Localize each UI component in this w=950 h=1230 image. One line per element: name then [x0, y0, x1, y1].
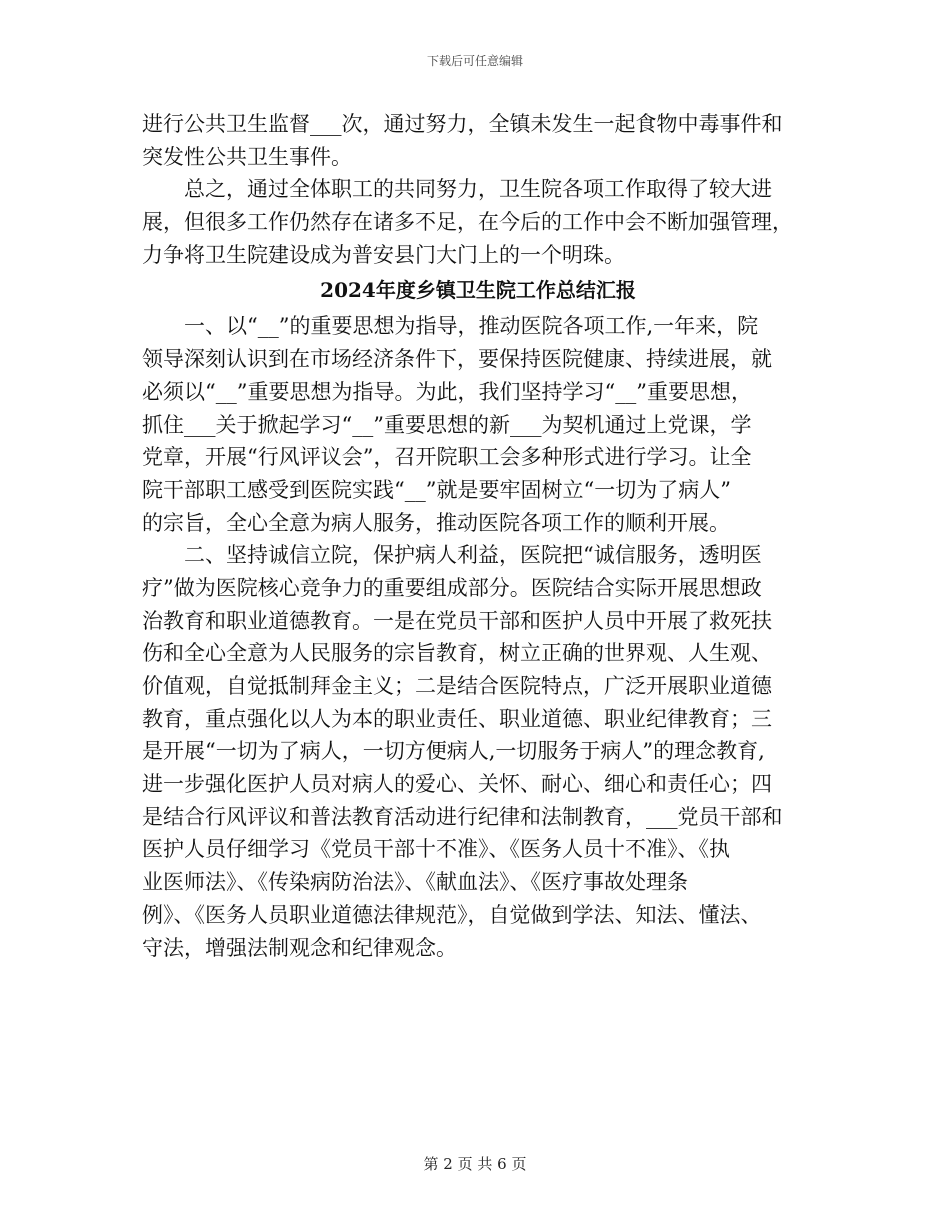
page-number: 第 2 页 共 6 页	[423, 1155, 527, 1173]
text-line: 例》、《医务人员职业道德法律规范》，自觉做到学法、知法、懂法、	[142, 902, 762, 927]
text-line: 一、以“__”的重要思想为指导，推动医院各项工作,一年来，院	[184, 314, 759, 339]
document-body	[142, 108, 814, 964]
text-line: 抓住___关于掀起学习“__”重要思想的新___为契机通过上党课，学	[142, 412, 752, 437]
text-line: 医护人员仔细学习《党员干部十不准》、《医务人员十不准》、《执	[142, 837, 730, 862]
paragraph-summary	[142, 173, 814, 271]
text-line: 是开展“一切为了病人，一切方便病人,一切服务于病人”的理念教育,	[142, 739, 765, 764]
text-line: 院干部职工感受到医院实践“__”就是要牢固树立“一切为了病人”	[142, 477, 731, 502]
text-line: 展，但很多工作仍然存在诸多不足，在今后的工作中会不断加强管理，	[142, 210, 793, 235]
page-header-note: 下载后可任意编辑	[426, 54, 523, 68]
text-line: 必须以“__”重要思想为指导。为此，我们坚持学习“__”重要思想，	[142, 379, 752, 404]
text-line: 是结合行风评议和普法教育活动进行纪律和法制教育，___党员干部和	[142, 804, 783, 829]
paragraph-top	[142, 108, 814, 173]
text-line: 伤和全心全意为人民服务的宗旨教育，树立正确的世界观、人生观、	[142, 641, 772, 666]
text-line: 教育，重点强化以人为本的职业责任、职业道德、职业纪律教育；三	[142, 706, 772, 731]
text-line: 业医师法》、《传染病防治法》、《献血法》、《医疗事故处理条	[142, 870, 688, 895]
document-title: 2024年度乡镇卫生院工作总结汇报	[320, 278, 636, 303]
text-line: 守法，增强法制观念和纪律观念。	[142, 935, 457, 960]
text-line: 进行公共卫生监督___次，通过努力，全镇未发生一起食物中毒事件和	[142, 112, 783, 136]
text-line: 的宗旨，全心全意为病人服务，推动医院各项工作的顺利开展。	[142, 510, 730, 535]
text-line: 疗”做为医院核心竞争力的重要组成部分。医院结合实际开展思想政	[142, 575, 762, 600]
text-line: 总之，通过全体职工的共同努力，卫生院各项工作取得了较大进	[184, 177, 772, 202]
text-line: 进一步强化医护人员对病人的爱心、关怀、耐心、细心和责任心；四	[142, 772, 772, 797]
text-line: 党章，开展“行风评议会”，召开院职工会多种形式进行学习。让全	[142, 445, 752, 470]
text-line: 治教育和职业道德教育。一是在党员干部和医护人员中开展了救死扶	[142, 608, 772, 633]
text-line: 突发性公共卫生事件。	[142, 144, 352, 169]
text-line: 力争将卫生院建设成为普安县门大门上的一个明珠。	[142, 242, 625, 267]
text-line: 二、坚持诚信立院，保护病人利益，医院把“诚信服务，透明医	[184, 543, 762, 568]
paragraph-two	[142, 539, 814, 964]
text-line: 领导深刻认识到在市场经济条件下，要保持医院健康、持续进展，就	[142, 347, 772, 372]
paragraph-one	[142, 310, 814, 539]
text-line: 价值观，自觉抵制拜金主义；二是结合医院特点，广泛开展职业道德	[142, 674, 772, 698]
